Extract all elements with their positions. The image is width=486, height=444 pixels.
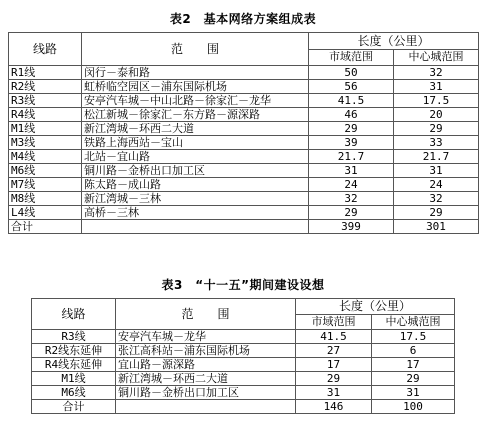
total-range-cell	[82, 220, 309, 234]
table-row	[9, 150, 479, 164]
city-length-cell: 17	[296, 358, 372, 372]
city-length-cell: 41.5	[296, 330, 372, 344]
total-center-cell: 301	[394, 220, 479, 234]
center-length-cell: 31	[394, 80, 479, 94]
table-row	[9, 206, 479, 220]
center-length-cell: 33	[394, 136, 479, 150]
total-row	[9, 220, 479, 234]
line-cell: R4线东延伸	[32, 358, 116, 372]
city-length-cell: 29	[296, 372, 372, 386]
center-length-cell: 20	[394, 108, 479, 122]
range-cell: 张江高科站－浦东国际机场	[116, 344, 296, 358]
table-row	[9, 164, 479, 178]
center-length-cell: 24	[394, 178, 479, 192]
table-row	[32, 330, 455, 344]
center-length-cell: 29	[394, 206, 479, 220]
table-row	[9, 122, 479, 136]
table2-header-range: 范 围	[82, 33, 309, 66]
table3	[31, 298, 455, 414]
line-cell: R3线	[32, 330, 116, 344]
range-cell: 松江新城－徐家汇－东方路－源深路	[82, 108, 309, 122]
center-length-cell: 6	[372, 344, 455, 358]
line-cell: M8线	[9, 192, 82, 206]
city-length-cell: 29	[309, 122, 394, 136]
range-cell: 北站－宜山路	[82, 150, 309, 164]
total-range-cell	[116, 400, 296, 414]
table-row	[9, 136, 479, 150]
city-length-cell: 56	[309, 80, 394, 94]
range-cell: 铁路上海西站－宝山	[82, 136, 309, 150]
range-cell: 新江湾城－环西二大道	[82, 122, 309, 136]
table2-header-length: 长度（公里）	[309, 33, 479, 50]
city-length-cell: 39	[309, 136, 394, 150]
range-cell: 安亭汽车城－龙华	[116, 330, 296, 344]
center-length-cell: 31	[372, 386, 455, 400]
total-city-cell: 399	[309, 220, 394, 234]
city-length-cell: 21.7	[309, 150, 394, 164]
center-length-cell: 17.5	[394, 94, 479, 108]
total-city-cell: 146	[296, 400, 372, 414]
line-cell: L4线	[9, 206, 82, 220]
center-length-cell: 32	[394, 66, 479, 80]
table-row	[32, 386, 455, 400]
center-length-cell: 17	[372, 358, 455, 372]
city-length-cell: 27	[296, 344, 372, 358]
line-cell: M1线	[9, 122, 82, 136]
table-row	[9, 192, 479, 206]
table3-header-line: 线路	[32, 299, 116, 330]
table3-header-length: 长度（公里）	[296, 299, 455, 315]
line-cell: M3线	[9, 136, 82, 150]
city-length-cell: 46	[309, 108, 394, 122]
total-label-cell: 合计	[32, 400, 116, 414]
city-length-cell: 29	[309, 206, 394, 220]
center-length-cell: 21.7	[394, 150, 479, 164]
table-row	[32, 344, 455, 358]
center-length-cell: 29	[394, 122, 479, 136]
total-label-cell: 合计	[9, 220, 82, 234]
table-row	[9, 178, 479, 192]
table3-header-center: 中心城范围	[372, 314, 455, 330]
city-length-cell: 41.5	[309, 94, 394, 108]
table2-header-center: 中心城范围	[394, 49, 479, 66]
center-length-cell: 32	[394, 192, 479, 206]
table-row	[32, 358, 455, 372]
table-row	[9, 66, 479, 80]
line-cell: M7线	[9, 178, 82, 192]
range-cell: 安亭汽车城－中山北路－徐家汇－龙华	[82, 94, 309, 108]
city-length-cell: 24	[309, 178, 394, 192]
city-length-cell: 31	[296, 386, 372, 400]
range-cell: 新江湾城－环西二大道	[116, 372, 296, 386]
table2-header-city: 市域范围	[309, 49, 394, 66]
line-cell: M6线	[32, 386, 116, 400]
range-cell: 新江湾城－三林	[82, 192, 309, 206]
table2-caption: 表2 基本网络方案组成表	[169, 12, 317, 26]
range-cell: 虹桥临空园区－浦东国际机场	[82, 80, 309, 94]
line-cell: R3线	[9, 94, 82, 108]
range-cell: 陈太路－成山路	[82, 178, 309, 192]
center-length-cell: 29	[372, 372, 455, 386]
range-cell: 铜川路－金桥出口加工区	[116, 386, 296, 400]
city-length-cell: 31	[309, 164, 394, 178]
center-length-cell: 31	[394, 164, 479, 178]
table-row	[9, 94, 479, 108]
total-center-cell: 100	[372, 400, 455, 414]
table2-header-line: 线路	[9, 33, 82, 66]
range-cell: 宜山路－源深路	[116, 358, 296, 372]
city-length-cell: 32	[309, 192, 394, 206]
line-cell: R1线	[9, 66, 82, 80]
range-cell: 闵行－泰和路	[82, 66, 309, 80]
line-cell: R4线	[9, 108, 82, 122]
table3-header-range: 范 围	[116, 299, 296, 330]
range-cell: 高桥－三林	[82, 206, 309, 220]
table3-header-city: 市域范围	[296, 314, 372, 330]
line-cell: R2线东延伸	[32, 344, 116, 358]
range-cell: 铜川路－金桥出口加工区	[82, 164, 309, 178]
line-cell: M6线	[9, 164, 82, 178]
center-length-cell: 17.5	[372, 330, 455, 344]
line-cell: M4线	[9, 150, 82, 164]
table3-caption: 表3 “十一五”期间建设设想	[161, 278, 325, 292]
city-length-cell: 50	[309, 66, 394, 80]
table2	[8, 32, 479, 234]
line-cell: M1线	[32, 372, 116, 386]
table-row	[9, 108, 479, 122]
line-cell: R2线	[9, 80, 82, 94]
table-row	[32, 372, 455, 386]
total-row	[32, 400, 455, 414]
table-row	[9, 80, 479, 94]
